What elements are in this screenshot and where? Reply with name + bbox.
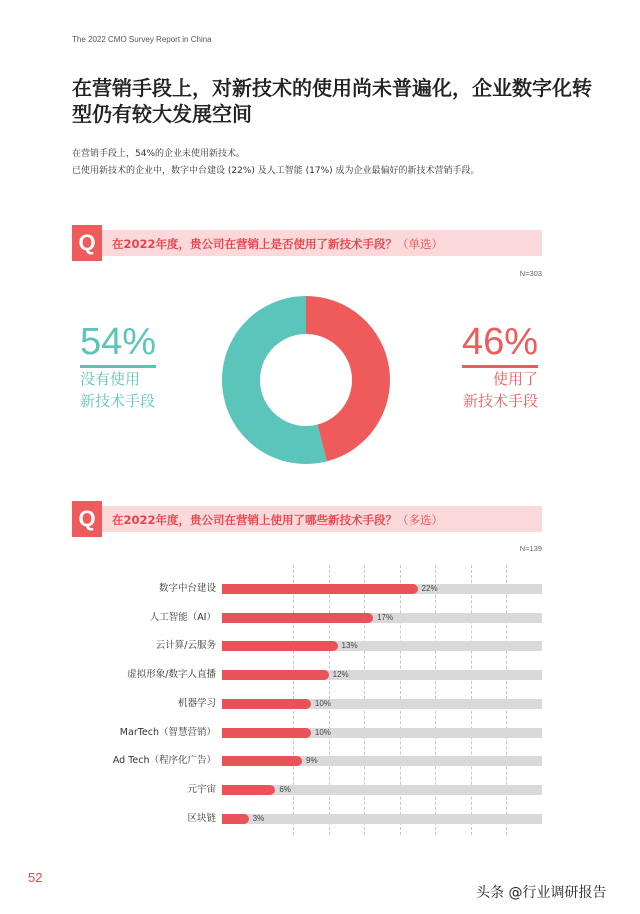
bar-category-label: 机器学习 (177, 697, 216, 709)
bar-fill (222, 670, 329, 680)
report-header: The 2022 CMO Survey Report in China (72, 35, 212, 44)
bar-track (222, 785, 542, 795)
bar-track (222, 584, 542, 594)
question-2-text (112, 512, 443, 528)
bar-category-label: 人工智能（AI） (149, 611, 216, 623)
q-badge-icon: Q (72, 225, 102, 261)
bar-fill (222, 728, 311, 738)
bar-track (222, 613, 542, 623)
bar-track (222, 728, 542, 738)
bar-value-label: 17% (377, 612, 394, 622)
question-1-type: （单选） (397, 237, 444, 251)
bar-track (222, 641, 542, 651)
right-percent-value: 46% (462, 321, 538, 368)
question-1-main: 在2022年度，贵公司在营销上是否使用了新技术手段？ (112, 237, 398, 251)
intro-line-2: 已使用新技术的企业中，数字中台建设 (22%) 及人工智能 (17%) 成为企业最偏好的新技术营销手段。 (72, 166, 480, 176)
bar-category-label: 云计算/云服务 (155, 640, 216, 652)
bar-value-label: 13% (341, 641, 358, 651)
bar-category-label: 虚拟形象/数字人直播 (127, 669, 216, 681)
bar-value-label: 12% (332, 670, 349, 680)
page-number: 52 (28, 870, 43, 885)
bar-fill (222, 814, 249, 824)
left-label-2: 新技术手段 (80, 392, 156, 410)
bar-value-label: 6% (279, 784, 291, 794)
bar-value-label: 10% (314, 727, 331, 737)
watermark: 头条 @行业调研报告 (476, 885, 607, 901)
right-label-2: 新技术手段 (462, 392, 538, 410)
right-stat (458, 322, 538, 412)
bar-category-label: 区块链 (187, 812, 216, 824)
bar-fill (222, 584, 418, 594)
bar-track (222, 756, 542, 766)
intro-line-1: 在营销手段上，54%的企业未使用新技术。 (72, 149, 246, 159)
bar-category-label: 元宇宙 (187, 783, 216, 795)
right-percent (458, 322, 538, 362)
bar-value-label: 3% (252, 813, 265, 823)
left-stat (80, 322, 156, 412)
bar-track (222, 670, 542, 680)
bar-track (222, 699, 542, 709)
left-label-1: 没有使用 (80, 370, 141, 388)
bar-category-label: Ad Tech（程序化广告） (112, 755, 216, 767)
page-title: 在营销手段上，对新技术的使用尚未普遍化，企业数字化转型仍有较大发展空间 (72, 76, 592, 126)
bar-fill (222, 699, 311, 709)
left-percent (80, 322, 156, 362)
question-2-bar (72, 506, 542, 532)
right-label-1: 使用了 (492, 370, 538, 388)
bar-track (222, 814, 542, 824)
bar-fill (222, 641, 338, 651)
bar-category-label: MarTech（智慧营销） (119, 726, 216, 738)
bar-fill (222, 785, 275, 795)
question-2-type: （多选） (397, 513, 444, 527)
donut-chart (222, 296, 390, 464)
q2-sample-size: N=139 (519, 544, 542, 553)
bar-value-label: 10% (314, 698, 331, 708)
left-percent-value: 54% (80, 321, 156, 368)
bar-value-label: 22% (421, 584, 438, 593)
question-1-text (112, 236, 443, 252)
bar-value-label: 9% (306, 756, 318, 766)
bar-fill (222, 756, 302, 766)
bar-fill (222, 613, 373, 623)
question-2-main: 在2022年度，贵公司在营销上使用了哪些新技术手段？ (112, 513, 398, 527)
bar-category-label: 数字中台建设 (158, 583, 216, 594)
q1-sample-size: N=303 (519, 269, 542, 278)
q-badge-icon: Q (72, 501, 102, 537)
question-1-bar (72, 230, 542, 256)
